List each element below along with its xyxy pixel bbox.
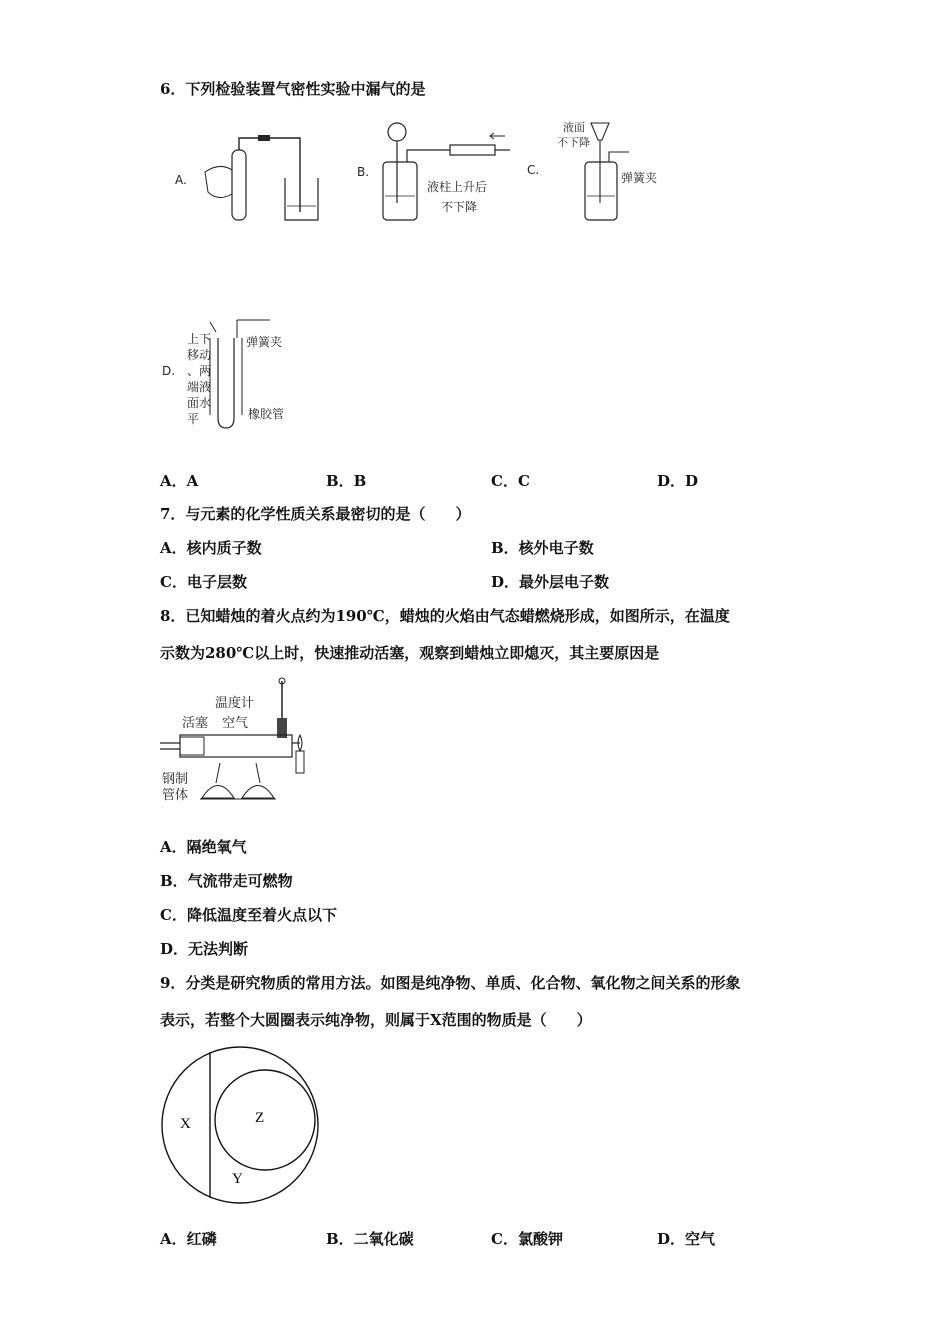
q6-option-d: D．D [657, 472, 699, 490]
q6-figure-d [160, 310, 300, 435]
q8-stem-line2: 示数为280℃以上时，快速推动活塞，观察到蜡烛立即熄灭，其主要原因是 [160, 644, 660, 662]
q9-option-b: B．二氧化碳 [326, 1230, 414, 1248]
fig-d-letter: D. [162, 364, 176, 378]
fig-c-note1: 液面 [563, 121, 585, 134]
inner-circle-z [215, 1070, 315, 1170]
fig-b-letter: B. [357, 165, 370, 179]
q8-option-d: D．无法判断 [160, 940, 249, 958]
venn-label-z: Z [255, 1110, 265, 1126]
q9-option-c: C．氯酸钾 [491, 1230, 563, 1248]
fig-d-side-0: 上下 [187, 332, 212, 346]
q7-option-d: D．最外层电子数 [491, 573, 610, 591]
q8-figure [160, 673, 325, 818]
fig8-air: 空气 [222, 716, 249, 731]
fig8-steel2: 管体 [162, 788, 189, 803]
q9-venn-figure [155, 1040, 325, 1210]
fig-d-side-1: 移动 [187, 348, 212, 362]
fig-b-note2: 不下降 [441, 200, 478, 214]
q6-option-b: B．B [326, 472, 367, 490]
fig-d-side-5: 平 [187, 412, 200, 426]
fig-a-letter: A. [175, 173, 187, 187]
venn-label-y: Y [232, 1171, 243, 1187]
fig-c-letter: C. [527, 163, 540, 177]
q7-option-a: A．核内质子数 [160, 539, 262, 557]
fig-c-clip: 弹簧夹 [621, 171, 658, 185]
fig-c-note2: 不下降 [557, 136, 590, 149]
q6-stem: 6．下列检验装置气密性实验中漏气的是 [160, 80, 426, 98]
q7-stem: 7．与元素的化学性质关系最密切的是（ ） [160, 505, 471, 523]
fig-d-side-4: 面水 [187, 396, 212, 410]
fig-d-tube: 橡胶管 [248, 407, 285, 421]
fig8-piston: 活塞 [182, 716, 209, 731]
fig8-steel1: 钢制 [162, 772, 189, 787]
q9-stem-line1: 9．分类是研究物质的常用方法。如图是纯净物、单质、化合物、氧化物之间关系的形象 [160, 974, 741, 992]
q8-option-b: B．气流带走可燃物 [160, 872, 293, 890]
q7-option-c: C．电子层数 [160, 573, 247, 591]
q9-option-d: D．空气 [657, 1230, 716, 1248]
q6-figure-c [525, 118, 670, 228]
venn-label-x: X [180, 1116, 191, 1132]
q9-stem-line2: 表示，若整个大圆圈表示纯净物，则属于X范围的物质是（ ） [160, 1011, 592, 1029]
q6-figure-b [355, 118, 520, 228]
q8-option-a: A．隔绝氧气 [160, 838, 247, 856]
q6-option-c: C．C [491, 472, 530, 490]
fig8-thermometer: 温度计 [215, 696, 255, 711]
q7-option-b: B．核外电子数 [491, 539, 594, 557]
q6-option-a: A．A [160, 472, 199, 490]
q9-option-a: A．红磷 [160, 1230, 217, 1248]
q8-stem-line1: 8．已知蜡烛的着火点约为190℃，蜡烛的火焰由气态蜡燃烧形成，如图所示，在温度 [160, 607, 730, 625]
fig-d-side-3: 端液 [187, 380, 212, 394]
fig-b-note1: 液柱上升后 [427, 180, 488, 194]
fig-d-side-2: 、两 [187, 364, 212, 378]
q8-option-c: C．降低温度至着火点以下 [160, 906, 337, 924]
fig-d-clip: 弹簧夹 [246, 335, 283, 349]
q6-figure-a [170, 132, 330, 227]
